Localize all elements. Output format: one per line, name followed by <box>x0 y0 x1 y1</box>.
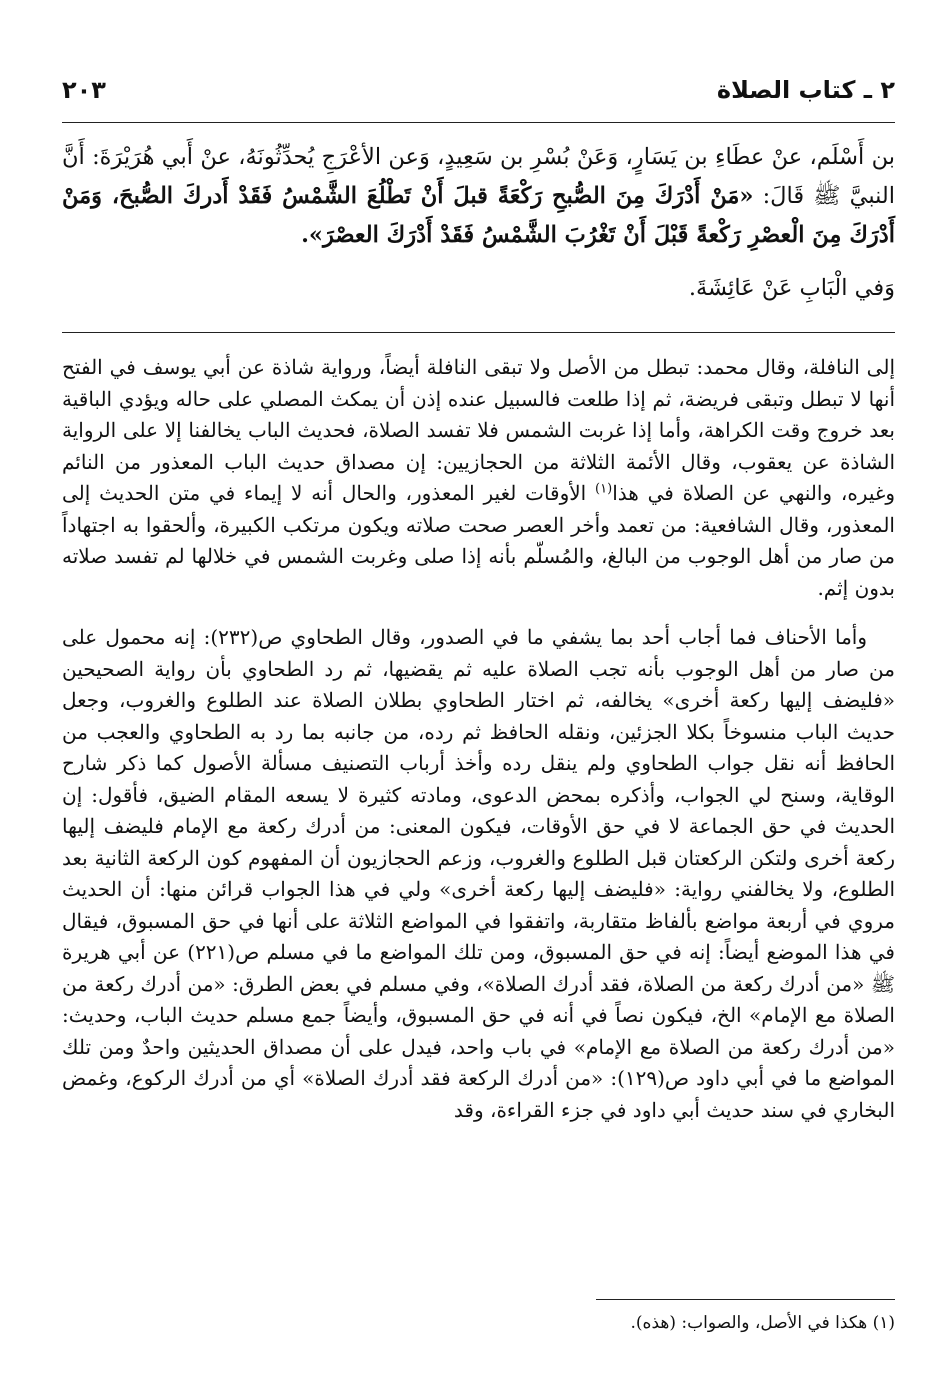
header-rule <box>62 122 895 123</box>
hadith-isnad: بن أَسْلَم، عنْ عطَاءِ بن يَسَارٍ، وَعَنْ بُسْرِ بن سَعِيدٍ، وَعن الأعْرَجِ يُحدِّثُونَهُ، عنْ أَبي هُرَيْرَةَ: أَنَّ النبيَّ ﷺ قَالَ: <box>62 144 896 209</box>
hadith-chapter-note: وَفي الْبَابِ عَنْ عَائِشَةَ. <box>688 275 895 301</box>
footnote-rule <box>596 1299 895 1300</box>
page-header <box>62 70 895 110</box>
commentary <box>62 352 895 1126</box>
commentary-text-1b: الأوقات لغير المعذور، والحال أنه لا إيماء في متن الحديث إلى المعذور، وقال الشافعية: من تعمد وأخر العصر صحت صلاته ويكون مرتكب الكبيرة، وألحقوا به اجتهاداً من صار من أهل الوجوب من البالغ، والمُسلّم بأنه إذا صلى وغربت الشمس في خلالها لم تفسد صلاته بدون إثم. <box>62 481 895 600</box>
footnote: (١) هكذا في الأصل، والصواب: (هذه). <box>630 1313 895 1333</box>
hadith-body <box>62 138 895 255</box>
commentary-rule <box>62 332 895 333</box>
commentary-text-1a: إلى النافلة، وقال محمد: تبطل من الأصل ولا تبقى النافلة أيضاً، ورواية شاذة عن أبي يوسف في الفتح أنها لا تبطل وتبقى فريضة، ثم إذا طلعت فالسبيل عنده إذن أن يمكث المصلي على حاله ويؤدي الباقية بعد خروج وقت الكراهة، وأما إذا غربت الشمس فلا تفسد الصلاة، فحديث الباب يخالفنا إلا على الرواية الشاذة عن يعقوب، وقال الأئمة الثلاثة من الحجازيين: إن مصداق حديث الباب المعذور من النائم وغيره، والنهي عن الصلاة في هذا <box>62 355 895 505</box>
commentary-paragraph-1 <box>62 352 895 604</box>
chapter-title: ٢ ـ كتاب الصلاة <box>716 76 895 104</box>
hadith-matn: «مَنْ أَدْرَكَ مِنَ الصُّبحِ رَكْعَةً قبلَ أَنْ تَطْلُعَ الشَّمْسُ فَقَدْ أَدركَ الصُّبحَ، وَمَنْ أَدْرَكَ مِنَ الْعصْرِ رَكْعةً قَبْلَ أَنْ تَغْرُبَ الشَّمْسُ فَقَدْ أَدْرَكَ العصْرَ». <box>62 183 895 248</box>
footnote-marker: (١) <box>595 481 613 497</box>
page-number: ٢٠٣ <box>62 76 106 104</box>
hadith-text <box>62 138 895 308</box>
commentary-paragraph-2: وأما الأحناف فما أجاب أحد بما يشفي ما في الصدور، وقال الطحاوي ص(٢٣٢): إنه محمول على من صار من أهل الوجوب بأنه تجب الصلاة عليه ثم يقضيها، ثم رد الطحاوي بأن رواية الصحيحين «فليضف إليها ركعة أخرى» يخالفه، ثم اختار الطحاوي بطلان الصلاة عند الطلوع والغروب، وجعل حديث الباب منسوخاً بكلا الجزئين، ونقله الحافظ ثم رده، من جانبه بما رد به الطحاوي والعجب من الحافظ أنه نقل جواب الطحاوي ولم ينقل رده وأخذ أرباب التصنيف مسألة الأصول كما ذكر شارح الوقاية، وسنح لي الجواب، وأذكره بمحض الدعوى، ومادته كثيرة لا يسعه المقام الضيق، فأقول: إن الحديث في حق الجماعة لا في حق الأوقات، فيكون المعنى: من أدرك ركعة مع الإمام فليضف إليها ركعة أخرى ولتكن الركعتان قبل الطلوع والغروب، وزعم الحجازيون أن المفهوم كون الركعة الثانية بعد الطلوع، ولا يخالفني رواية: «فليضف إليها ركعة أخرى» ولي في هذا الجواب قرائن منها: أن الحديث مروي في أربعة مواضع بألفاظ متقاربة، واتفقوا في المواضع الثلاثة على أنها في حق المسبوق، فيقال في هذا الموضع أيضاً: إنه في حق المسبوق، ومن تلك المواضع ما في مسلم ص(٢٢١) عن أبي هريرة ﷺ «من أدرك ركعة من الصلاة، فقد أدرك الصلاة»، وفي مسلم في بعض الطرق: «من أدرك ركعة من الصلاة مع الإمام» الخ، فيكون نصاً في أنه في حق المسبوق، وأيضاً جمع مسلم حديث الباب، وحديث: «من أدرك ركعة من الصلاة مع الإمام» في باب واحد، فيدل على أن مصداق الحديثين واحدٌ ومن تلك المواضع ما في أبي داود ص(١٢٩): «من أدرك الركعة فقد أدرك الصلاة» أي من أدرك الركوع، وغمض البخاري في سند حديث أبي داود في جزء القراءة، وقد <box>62 625 895 1122</box>
